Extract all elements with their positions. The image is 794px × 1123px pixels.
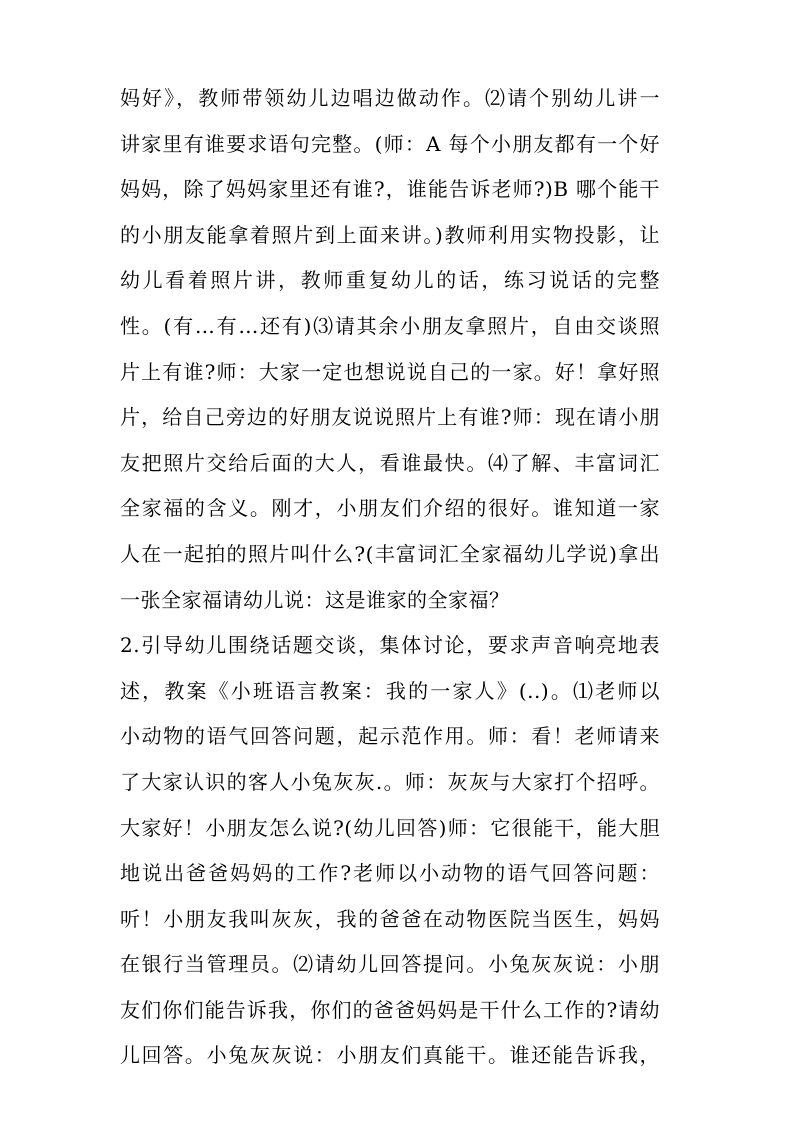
text-line: 幼儿看着照片讲，教师重复幼儿的话，练习说话的完整 <box>120 268 660 293</box>
text-line: 讲家里有谁要求语句完整。(师：A 每个小朋友都有一个好 <box>120 131 660 156</box>
text-line: 地说出爸爸妈妈的工作?老师以小动物的语气回答问题： <box>120 861 660 886</box>
text-line: 在银行当管理员。⑵请幼儿回答提问。小兔灰灰说：小朋 <box>120 952 660 977</box>
text-line: 片上有谁?师：大家一定也想说说自己的一家。好！拿好照 <box>120 359 660 384</box>
text-line: 小动物的语气回答问题，起示范作用。师：看！老师请来 <box>120 724 660 749</box>
document-body <box>120 76 660 1079</box>
text-line: 友们你们能告诉我，你们的爸爸妈妈是干什么工作的?请幼 <box>120 997 660 1022</box>
text-line: 人在一起拍的照片叫什么?(丰富词汇全家福幼儿学说)拿出 <box>120 541 660 566</box>
text-line: 一张全家福请幼儿说：这是谁家的全家福？ <box>120 587 510 612</box>
text-line: 片，给自己旁边的好朋友说说照片上有谁?师：现在请小朋 <box>120 405 660 430</box>
text-line: 全家福的含义。刚才，小朋友们介绍的很好。谁知道一家 <box>120 496 660 521</box>
text-line: 的小朋友能拿着照片到上面来讲。)教师利用实物投影，让 <box>120 222 660 247</box>
text-line: 2.引导幼儿围绕话题交谈，集体讨论，要求声音响亮地表 <box>120 633 660 658</box>
text-line: 述，教案《小班语言教案：我的一家人》(..)。⑴老师以 <box>120 678 660 703</box>
text-line: 性。(有…有…还有)⑶请其余小朋友拿照片，自由交谈照 <box>120 313 660 338</box>
text-line: 儿回答。小兔灰灰说：小朋友们真能干。谁还能告诉我， <box>120 1043 660 1068</box>
text-line: 妈妈，除了妈妈家里还有谁?，谁能告诉老师?)B 哪个能干 <box>120 177 660 202</box>
text-line: 友把照片交给后面的大人，看谁最快。⑷了解、丰富词汇 <box>120 450 660 475</box>
text-line: 了大家认识的客人小兔灰灰.。师：灰灰与大家打个招呼。 <box>120 769 660 794</box>
text-line: 大家好！小朋友怎么说?(幼儿回答)师：它很能干，能大胆 <box>120 815 660 840</box>
text-line: 妈好》，教师带领幼儿边唱边做动作。⑵请个别幼儿讲一 <box>120 86 660 110</box>
text-line: 听！小朋友我叫灰灰，我的爸爸在动物医院当医生，妈妈 <box>120 906 660 931</box>
